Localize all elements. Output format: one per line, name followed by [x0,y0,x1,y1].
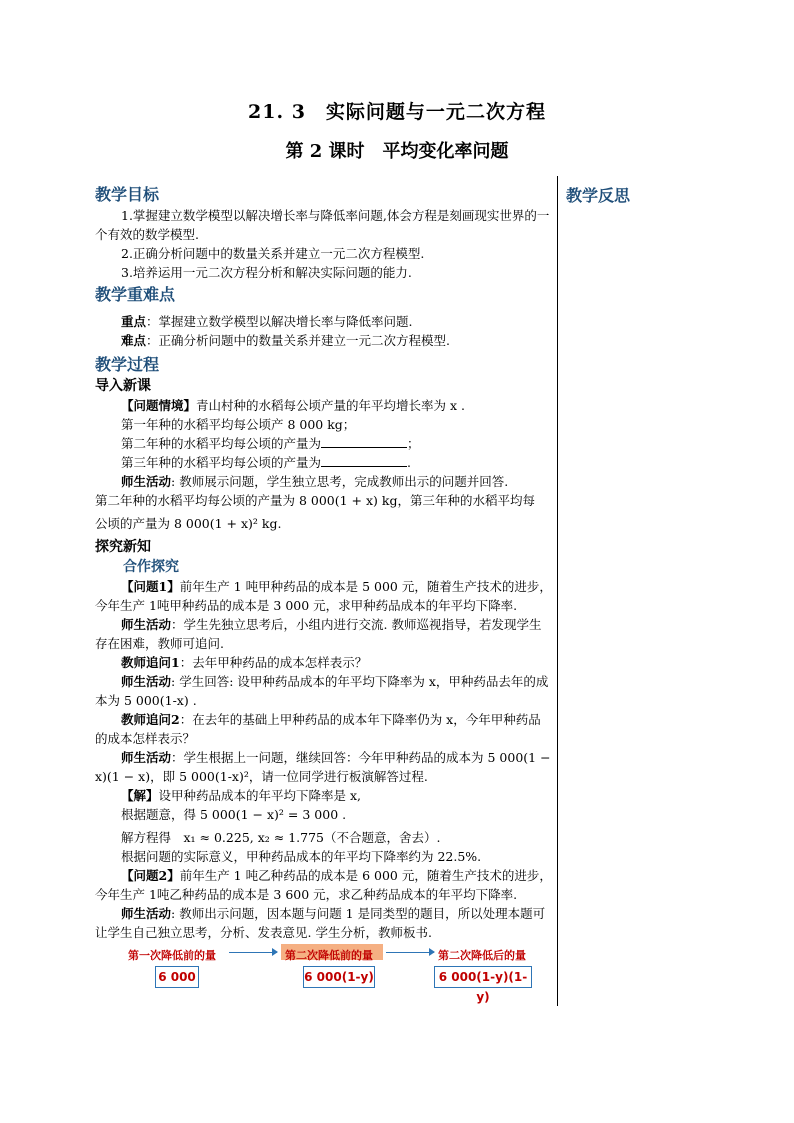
solution-line: 根据问题的实际意义，甲种药品成本的年平均下降率约为 22.5%. [121,849,482,864]
key-text: ：掌握建立数学模型以解决增长率与降低率问题. [146,314,413,329]
situation-line: 第一年种的水稻平均每公顷产 8 000 kg； [121,417,356,432]
flow-box-3: 6 000(1-y)(1-y) [434,966,532,988]
activity [95,472,553,491]
key-label: 重点 [121,314,147,329]
activity-text: : 教师出示问题，因本题与问题 1 是同类型的题目，所以处理本题可让学生自己独立思考，分析、发表意见. 学生分析，教师板书. [95,906,546,940]
activity-label: 师生活动 [121,474,172,489]
answer-line: 公顷的产量为 8 000(1 + x)² kg. [95,516,282,531]
follow-up-2-label: 教师追问2 [121,712,180,727]
lesson-title: 21. 3 实际问题与一元二次方程 [248,101,546,123]
intro-heading: 导入新课 [95,378,151,394]
activity-text: ：学生根据上一问题，继续回答：今年甲种药品的成本为 5 000(1 − x)(1 − x)，即 5 000(1-x)²，请一位同学进行板演解答过程. [95,750,551,784]
solution-line: 解方程得 x₁ ≈ 0.225, x₂ ≈ 1.775（不合题意，舍去）. [121,830,441,845]
activity-label: 师生活动 [121,617,172,632]
situation [95,396,553,415]
activity [95,904,553,942]
flow-label-2: 第二次降低前的量 [285,949,373,962]
flow-label-3: 第二次降低后的量 [438,949,526,962]
situation-text: 青山村种的水稻每公顷产量的年平均增长率为 x . [196,398,465,413]
situation-label: 【问题情境】 [121,398,197,413]
flow-arrow [229,952,277,953]
keypoints-heading: 教学重难点 [95,285,176,304]
activity-text: ：学生先独立思考后，小组内进行交流. 教师巡视指导，若发现学生存在困难，教师可追问. [95,617,542,651]
activity-label: 师生活动 [121,674,172,689]
cooperate-heading: 合作探究 [123,559,179,575]
flow-box-2: 6 000(1-y) [303,966,375,988]
explore-heading: 探究新知 [95,539,151,555]
solution-text: 设甲种药品成本的年平均下降率是 x, [158,788,362,803]
question-2-label: 【问题2】 [121,868,180,883]
goal-item: 1.掌握建立数学模型以解决增长率与降低率问题,体会方程是刻画现实世界的一个有效的数学模型. [95,208,550,242]
solution-label: 【解】 [121,788,159,803]
question-1 [95,577,553,615]
process-heading: 教学过程 [95,355,160,374]
goals-heading: 教学目标 [95,185,160,204]
follow-up-1-text: ：去年甲种药品的成本怎样表示？ [179,655,368,670]
line2-end: ； [407,436,420,451]
activity [95,748,553,786]
difficult-text: ：正确分析问题中的数量关系并建立一元二次方程模型. [146,333,450,348]
key-point [95,312,553,331]
question-1-label: 【问题1】 [121,579,180,594]
follow-up-2-text: ：在去年的基础上甲种药品的成本年下降率仍为 x，今年甲种药品的成本怎样表示？ [95,712,541,746]
main-content [95,184,553,1004]
follow-up-1 [95,653,553,672]
reduction-flow-diagram [95,946,553,1004]
flow-arrow [386,952,434,953]
column-divider [557,176,558,1006]
activity-text: : 教师展示问题，学生独立思考，完成教师出示的问题并回答. [171,474,509,489]
activity-label: 师生活动 [121,750,172,765]
activity-text: : 学生回答: 设甲种药品成本的年平均下降率为 x，甲种药品去年的成本为 5 000(1-x) . [95,674,549,708]
difficult-point [95,331,553,350]
situation-line [121,434,553,453]
goal-item: 3.培养运用一元二次方程分析和解决实际问题的能力. [121,265,412,280]
answer-blank [321,454,407,467]
line3-text: 第三年种的水稻平均每公顷的产量为 [121,455,322,470]
question-1-text: 前年生产 1 吨甲种药品的成本是 5 000 元，随着生产技术的进步，今年生产 1吨甲种药品的成本是 3 000 元，求甲种药品成本的年平均下降率. [95,579,552,613]
follow-up-1-label: 教师追问1 [121,655,180,670]
activity [95,672,553,710]
question-2-text: 前年生产 1 吨乙种药品的成本是 6 000 元，随着生产技术的进步，今年生产 1吨乙种药品的成本是 3 600 元，求乙种药品成本的年平均下降率. [95,868,552,902]
flow-label-1: 第一次降低前的量 [128,949,216,962]
line2-text: 第二年种的水稻平均每公顷的产量为 [121,436,322,451]
solution [95,786,553,805]
reflection-heading: 教学反思 [566,186,631,205]
situation-line [121,453,553,472]
solution-line: 根据题意，得 5 000(1 − x)² = 3 000 . [121,807,347,822]
activity [95,615,553,653]
flow-box-1: 6 000 [155,966,199,988]
activity-label: 师生活动 [121,906,172,921]
line3-end: . [407,455,411,470]
difficult-label: 难点 [121,333,147,348]
goal-item: 2.正确分析问题中的数量关系并建立一元二次方程模型. [121,246,425,261]
follow-up-2 [95,710,553,748]
lesson-subtitle: 第 2 课时 平均变化率问题 [285,141,509,162]
answer-blank [321,435,407,448]
question-2 [95,866,553,904]
answer-line: 第二年种的水稻平均每公顷的产量为 8 000(1 + x) kg，第三年种的水稻平均每 [95,493,535,508]
